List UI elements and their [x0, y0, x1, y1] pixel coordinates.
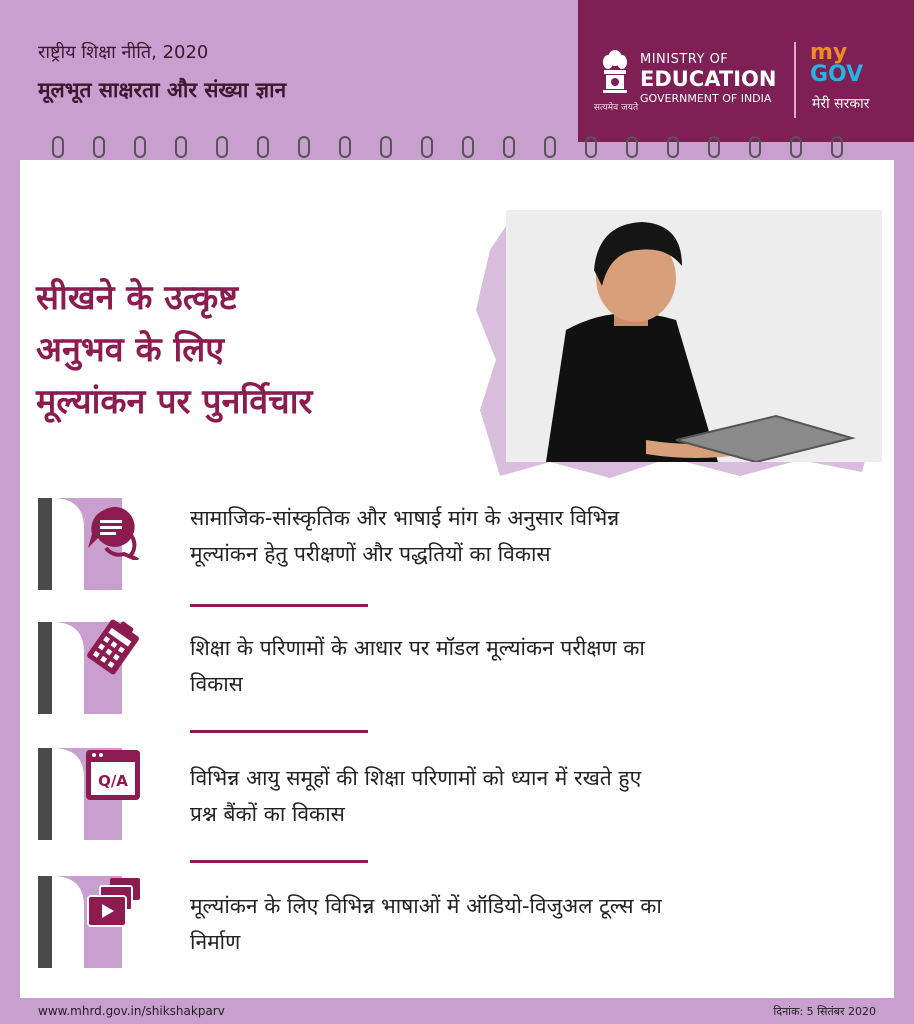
spiral-ring — [216, 136, 228, 158]
spiral-ring — [749, 136, 761, 158]
card-title-line2: अनुभव के लिए — [36, 330, 225, 370]
ashoka-emblem-icon — [600, 48, 630, 100]
footer-date: दिनांक: 5 सितंबर 2020 — [773, 1005, 876, 1018]
spiral-ring — [544, 136, 556, 158]
spiral-ring — [298, 136, 310, 158]
spiral-ring — [93, 136, 105, 158]
spiral-ring — [339, 136, 351, 158]
spiral-ring — [831, 136, 843, 158]
chat-bubbles-icon — [84, 500, 142, 560]
item-divider — [190, 730, 368, 733]
video-tools-icon — [84, 874, 144, 932]
card-title — [36, 272, 456, 428]
list-item-line1: मूल्यांकन के लिए विभिन्न भाषाओं में ऑडियो-विजुअल टूल्स का — [190, 894, 662, 918]
spiral-ring — [52, 136, 64, 158]
spiral-ring — [667, 136, 679, 158]
logo-panel — [578, 0, 914, 142]
mygov-gov: GOV — [810, 62, 864, 87]
list-item-line1: शिक्षा के परिणामों के आधार पर मॉडल मूल्यांकन परीक्षण का — [190, 636, 645, 660]
list-item-line2: मूल्यांकन हेतु परीक्षणों और पद्धतियों का विकास — [190, 542, 551, 566]
list-item-line2: प्रश्न बैंकों का विकास — [190, 802, 345, 826]
spiral-ring — [503, 136, 515, 158]
spiral-ring — [585, 136, 597, 158]
list-item-line2: निर्माण — [190, 930, 241, 954]
header-title: मूलभूत साक्षरता और संख्या ज्ञान — [38, 78, 287, 102]
list-item-line2: विकास — [190, 672, 243, 696]
item-divider — [190, 860, 368, 863]
item-divider — [190, 604, 368, 607]
spiral-ring — [380, 136, 392, 158]
list-item-line1: विभिन्न आयु समूहों की शिक्षा परिणामों को ध्यान में रखते हुए — [190, 766, 642, 790]
spiral-ring — [421, 136, 433, 158]
spiral-ring — [257, 136, 269, 158]
mygov-my: my — [810, 40, 848, 65]
clipboard-calculator-icon — [82, 616, 144, 678]
spiral-ring — [462, 136, 474, 158]
spiral-ring — [790, 136, 802, 158]
ministry-line1: MINISTRY OF — [640, 52, 729, 67]
list-item-line1: सामाजिक-सांस्कृतिक और भाषाई मांग के अनुसार विभिन्न — [190, 506, 620, 530]
card-title-line1: सीखने के उत्कृष्ट — [36, 278, 239, 318]
ministry-line3: GOVERNMENT OF INDIA — [640, 92, 772, 105]
logo-divider — [794, 42, 796, 118]
list-item — [190, 630, 870, 702]
emblem-motto: सत्यमेव जयते — [593, 103, 639, 113]
question-answer-icon — [82, 746, 144, 804]
spiral-ring — [175, 136, 187, 158]
card-title-line3: मूल्यांकन पर पुनर्विचार — [36, 382, 313, 422]
svg-text:Q/A: Q/A — [98, 772, 128, 790]
spiral-ring — [708, 136, 720, 158]
spiral-ring — [134, 136, 146, 158]
list-item — [190, 500, 870, 572]
mygov-tagline: मेरी सरकार — [812, 96, 870, 112]
spiral-ring — [626, 136, 638, 158]
header-subtitle: राष्ट्रीय शिक्षा नीति, 2020 — [38, 42, 209, 63]
mygov-logo — [810, 42, 863, 86]
child-reading-photo — [506, 210, 882, 462]
list-item — [190, 760, 870, 832]
list-item — [190, 888, 870, 960]
ministry-line2: EDUCATION — [640, 67, 777, 91]
footer-url[interactable]: www.mhrd.gov.in/shikshakparv — [38, 1004, 225, 1018]
